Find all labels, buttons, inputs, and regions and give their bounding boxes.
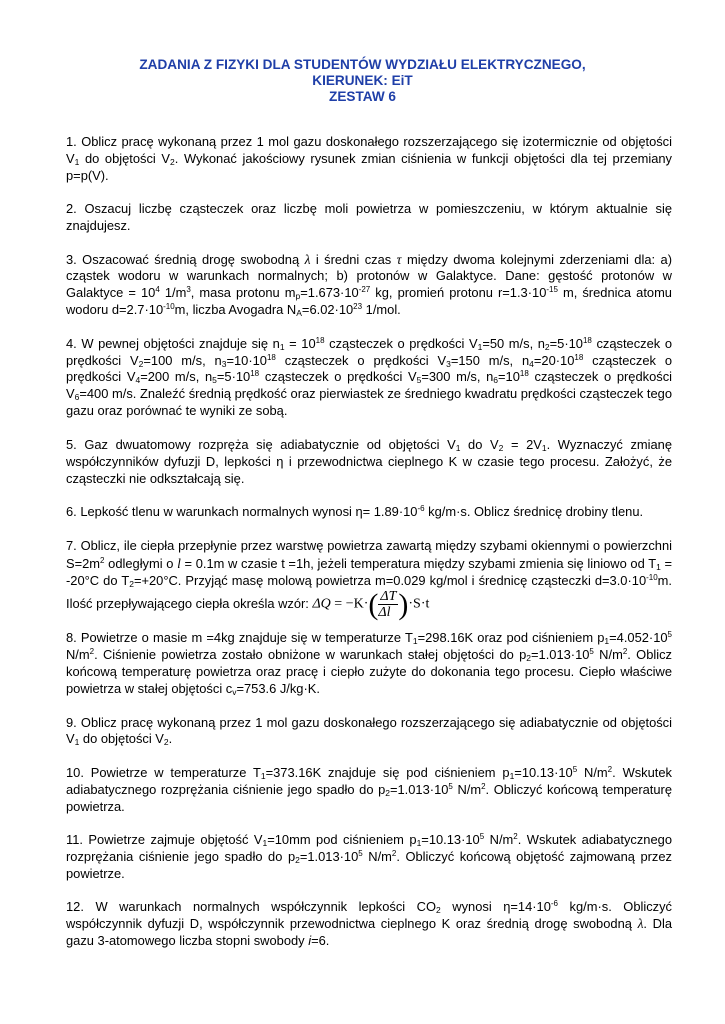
problem-2: 2. Oszacuj liczbę cząsteczek oraz liczbę moli powietrza w pomieszczeniu, w którym aktualnie się znajdujesz. [66, 201, 672, 234]
formula-fraction: $\frac{\Delta T}{\Delta l}$ [378, 588, 397, 620]
problem-8: 8. Powietrze o masie m =4kg znajduje się w temperaturze $T_1=298.16K$ oraz pod ciśnieniem $p_1=4.052\cdot 10^5$ $N/m^2$. Ciśnienie powietrza zostało obniżone w warunkach stałej objętości do $p_2=1.013\cdot 10^5$ $N/m^2$. Oblicz końcową temperaturę powietrza oraz pracę i ciepło zużyte do dokonania tego procesu. Ciepło właściwe powietrza w stałej objętości $c_v=753.6$ J/kg·K. [66, 630, 672, 698]
document-header [0, 57, 725, 105]
problem-1: 1. Oblicz pracę wykonaną przez 1 mol gazu doskonałego rozszerzającego się izotermicznie od objętości $V_1$ do objętości $V_2$. Wykonać jakościowy rysunek zmian ciśnienia w funkcji objętości dla tej przemiany p=p(V). [66, 134, 673, 183]
problem-12: 12. W warunkach normalnych współczynnik lepkości $CO_2$ wynosi $\eta=14\cdot 10^{-6}$ kg/m·s. Obliczyć współczynnik dyfuzji D, współczynnik przewodnictwa cieplnego K oraz średnią drogę swobodną λ. Dla gazu 3-atomowego liczba stopni swobody i=6. [66, 899, 672, 949]
header-set: ZESTAW 6 [329, 89, 396, 104]
problem-10: 10. Powietrze w temperaturze $T_1=373.16K$ znajduje się pod ciśnieniem $p_1=10.13\cdot 10^5$ $N/m^2$. Wskutek adiabatycznego rozprężania ciśnienie jego spadło do $p_2=1.013\cdot 10^5$ $N/m^2$. Obliczyć końcową temperaturę powietrza. [66, 764, 672, 814]
problem-list [66, 134, 672, 967]
problem-3: 3. Oszacować średnią drogę swobodną λ i średni czas τ między dwoma kolejnymi zderzeniami dla: a) cząstek wodoru w warunkach normalnych; b) protonów w Galaktyce. Dane: gęstość protonów w Galaktyce = $10^4$ $1/m^3$, masa protonu $m_p=1.673\cdot 10^{-27}$ kg, promień protonu $r=1.3\cdot 10^{-15}$ m, średnica atomu wodoru $d=2.7\cdot 10^{-10}m$, liczba Avogadra $N_A=6.02\cdot 10^{23}$ 1/mol. [66, 251, 672, 319]
problem-9: 9. Oblicz pracę wykonaną przez 1 mol gazu doskonałego rozszerzającego się adiabatycznie od objętości $V_1$ do objętości $V_2$. [66, 714, 672, 748]
heat-flow-formula: ΔQ = −K·( $\frac{\Delta T}{\Delta l}$ )·S·t [312, 587, 430, 621]
problem-5: 5. Gaz dwuatomowy rozpręża się adiabatycznie od objętości $V_1$ do $V_2 = 2V_1$. Wyznaczyć zmianę współczynników dyfuzji D, lepkości η i przewodnictwa cieplnego K w czasie tego procesu. Założyć, że cząsteczki nie odkształcają się. [66, 436, 672, 486]
problem-7: 7. Oblicz, ile ciepła przepłynie przez warstwę powietrza zawartą między szybami okiennymi o powierzchni $S=2m^2$ odległymi o l = 0.1m w czasie t =1h, jeżeli temperatura między szybami zmienia się liniowo od $T_1 = -20^\circ C$ do $T_2=+20^\circ C$. Przyjąć masę molową powietrza m=0.029 kg/mol i średnicę cząsteczki $d=3.0\cdot 10^{-10}m$. Ilość przepływającego ciepła określa wzór: ΔQ = −K·( $\frac{\Delta T}{\Delta l}$ )·S·t [66, 538, 672, 621]
header-field: KIERUNEK: EiT [312, 73, 413, 88]
problem-4: 4. W pewnej objętości znajduje się $n_1 = 10^{18}$ cząsteczek o prędkości $V_1=50$ m/s, $n_2=5\cdot 10^{18}$ cząsteczek o prędkości $V_2=100$ m/s, $n_3=10\cdot 10^{18}$ cząsteczek o prędkości $V_3=150$ m/s, $n_4=20\cdot 10^{18}$ cząsteczek o prędkości $V_4=200$ m/s, $n_5=5\cdot 10^{18}$ cząsteczek o prędkości $V_5=300$ m/s, $n_6=10^{18}$ cząsteczek o prędkości $V_6=400$ m/s. Znaleźć średnią prędkość oraz pierwiastek ze średniego kwadratu prędkości cząsteczek tego gazu oraz porównać te wyniki ze sobą. [66, 335, 672, 419]
problem-11: 11. Powietrze zajmuje objętość $V_1=10mm$ pod ciśnieniem $p_1=10.13\cdot 10^5$ $N/m^2$. Wskutek adiabatycznego rozprężania ciśnienie jego spadło do $p_2=1.013\cdot 10^5$ $N/m^2$. Obliczyć końcową objętość zajmowaną przez powietrze. [66, 832, 672, 881]
problem-6: 6. Lepkość tlenu w warunkach normalnych wynosi $\eta= 1.89\cdot 10^{-6}$ kg/m·s. Oblicz średnicę drobiny tlenu. [66, 503, 644, 519]
header-title: ZADANIA Z FIZYKI DLA STUDENTÓW WYDZIAŁU ELEKTRYCZNEGO, [139, 57, 586, 72]
